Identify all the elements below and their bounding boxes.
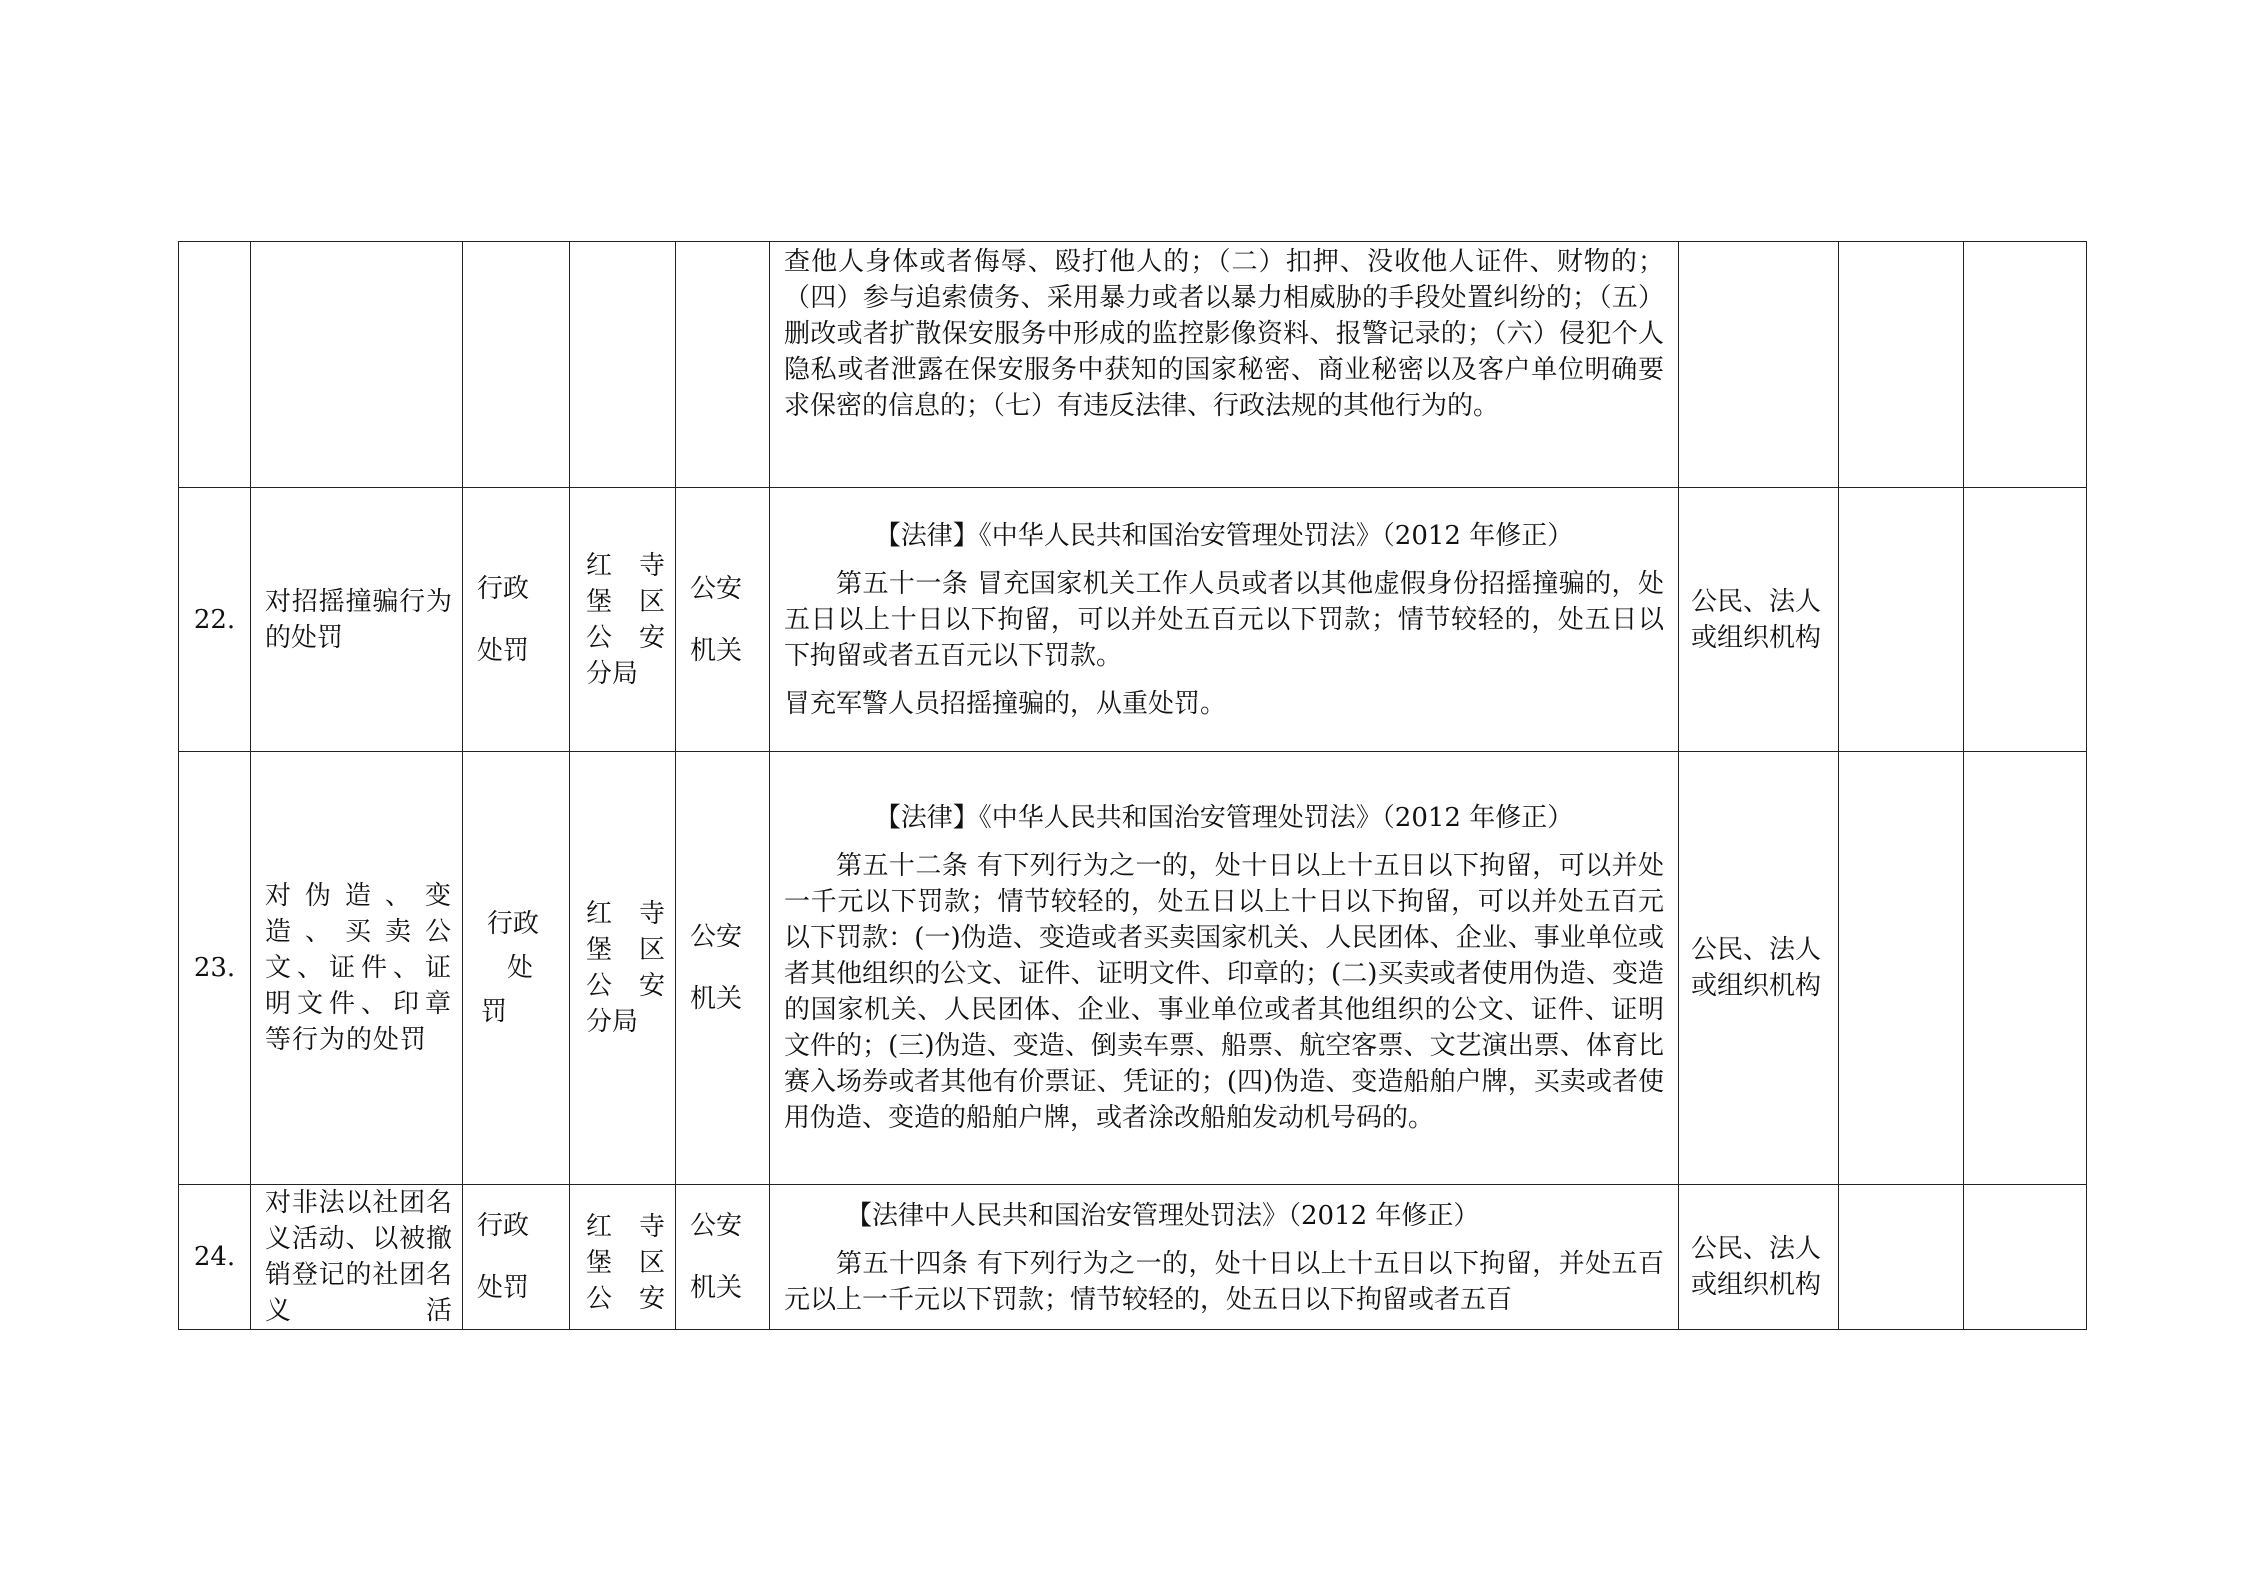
penalty-object: 公民、法人或组织机构 [1679, 752, 1839, 1185]
penalty-object [1679, 242, 1839, 488]
penalty-table [178, 241, 2087, 1330]
table-row [179, 242, 2087, 488]
table-row [179, 752, 2087, 1185]
department [570, 752, 676, 1185]
authority-line: 公安 [690, 1211, 743, 1241]
remark-cell [1839, 1185, 1964, 1330]
department-line: 堡 区 [586, 586, 665, 617]
law-article: 第五十四条 有下列行为之一的，处十日以上十五日以下拘留，并处五百元以上一千元以下罚款；情节较轻的，处五日以下拘留或者五百 [784, 1249, 1664, 1315]
authority-line: 机关 [690, 1273, 743, 1303]
penalty-type [463, 1185, 570, 1330]
remark-cell [1839, 752, 1964, 1185]
authority-line: 机关 [690, 984, 743, 1014]
department-line: 分局 [586, 1007, 639, 1037]
department-line: 堡 区 [586, 935, 665, 965]
item-name: 对非法以社团名义活动、以被撤销登记的社团名义活 [251, 1185, 463, 1330]
law-extra: 冒充军警人员招摇撞骗的，从重处罚。 [784, 688, 1227, 719]
legal-basis [770, 242, 1679, 488]
item-name: 对伪造、变造、买卖公文、证件、证明文件、印章等行为的处罚 [251, 752, 463, 1185]
penalty-object: 公民、法人或组织机构 [1679, 1185, 1839, 1330]
row-number: 22. [179, 488, 251, 752]
law-title: 【法律】《中华人民共和国治安管理处罚法》（2012 年修正） [874, 520, 1574, 551]
note-cell [1964, 1185, 2087, 1330]
row-number: 23. [179, 752, 251, 1185]
department-line: 分局 [586, 658, 639, 689]
remark-cell [1839, 488, 1964, 752]
department-line: 公 安 [586, 622, 665, 653]
table-row [179, 488, 2087, 752]
item-name: 对招摇撞骗行为的处罚 [251, 488, 463, 752]
penalty-type-line: 罚 [481, 997, 508, 1027]
department-line: 公 安 [586, 971, 665, 1001]
department [570, 488, 676, 752]
department-line: 公 安 [586, 1284, 665, 1314]
penalty-type-line: 处罚 [477, 1273, 530, 1303]
item-name [251, 242, 463, 488]
row-number: 24. [179, 1185, 251, 1330]
legal-basis [770, 752, 1679, 1185]
department-line: 红 寺 [586, 1212, 665, 1242]
note-cell [1964, 752, 2087, 1185]
authority-line: 公安 [690, 573, 743, 604]
department [570, 242, 676, 488]
department-line: 红 寺 [586, 899, 665, 929]
law-title: 【法律】《中华人民共和国治安管理处罚法》（2012 年修正） [874, 803, 1574, 833]
department [570, 1185, 676, 1330]
law-article: 第五十二条 有下列行为之一的，处十日以上十五日以下拘留，可以并处一千元以下罚款；情节较轻的，处五日以上十日以下拘留，可以并处五百元以下罚款：(一)伪造、变造或者买卖国家机关、人民团体、企业、事业单位或者其他组织的公文、证件、证明文件、印章的；(二)买卖或者使用伪造、变造的国家机关、人民团体、企业、事业单位或者其他组织的公文、证件、证明文件的；(三)伪造、变造、倒卖车票、船票、航空客票、文艺演出票、体育比赛入场券或者其他有价票证、凭证的；(四)伪造、变造船舶户牌，买卖或者使用伪造、变造的船舶户牌，或者涂改船舶发动机号码的。 [784, 851, 1664, 1133]
authority [676, 752, 770, 1185]
legal-basis [770, 488, 1679, 752]
law-title: 【法律中人民共和国治安管理处罚法》（2012 年修正） [846, 1201, 1480, 1231]
remark-cell [1839, 242, 1964, 488]
penalty-type [463, 242, 570, 488]
penalty-type-line: 行政 [477, 573, 530, 604]
penalty-type [463, 488, 570, 752]
legal-basis [770, 1185, 1679, 1330]
penalty-type-line: 处 [507, 953, 534, 983]
authority [676, 1185, 770, 1330]
legal-basis-text: 查他人身体或者侮辱、殴打他人的；（二）扣押、没收他人证件、财物的；（四）参与追索债务、采用暴力或者以暴力相威胁的手段处置纠纷的；（五）删改或者扩散保安服务中形成的监控影像资料、报警记录的；（六）侵犯个人隐私或者泄露在保安服务中获知的国家秘密、商业秘密以及客户单位明确要求保密的信息的；（七）有违反法律、行政法规的其他行为的。 [784, 247, 1664, 421]
authority [676, 488, 770, 752]
table-row [179, 1185, 2087, 1330]
penalty-type [463, 752, 570, 1185]
note-cell [1964, 242, 2087, 488]
penalty-type-line: 行政 [477, 1211, 530, 1241]
authority-line: 机关 [690, 635, 743, 666]
penalty-type-line: 处罚 [477, 635, 530, 666]
penalty-object: 公民、法人或组织机构 [1679, 488, 1839, 752]
law-article: 第五十一条 冒充国家机关工作人员或者以其他虚假身份招摇撞骗的，处五日以上十日以下拘留，可以并处五百元以下罚款；情节较轻的，处五日以下拘留或者五百元以下罚款。 [784, 568, 1664, 671]
department-line: 堡 区 [586, 1248, 665, 1278]
authority-line: 公安 [690, 922, 743, 952]
authority [676, 242, 770, 488]
note-cell [1964, 488, 2087, 752]
department-line: 红 寺 [586, 550, 665, 581]
row-number [179, 242, 251, 488]
penalty-type-line: 行政 [487, 909, 540, 939]
